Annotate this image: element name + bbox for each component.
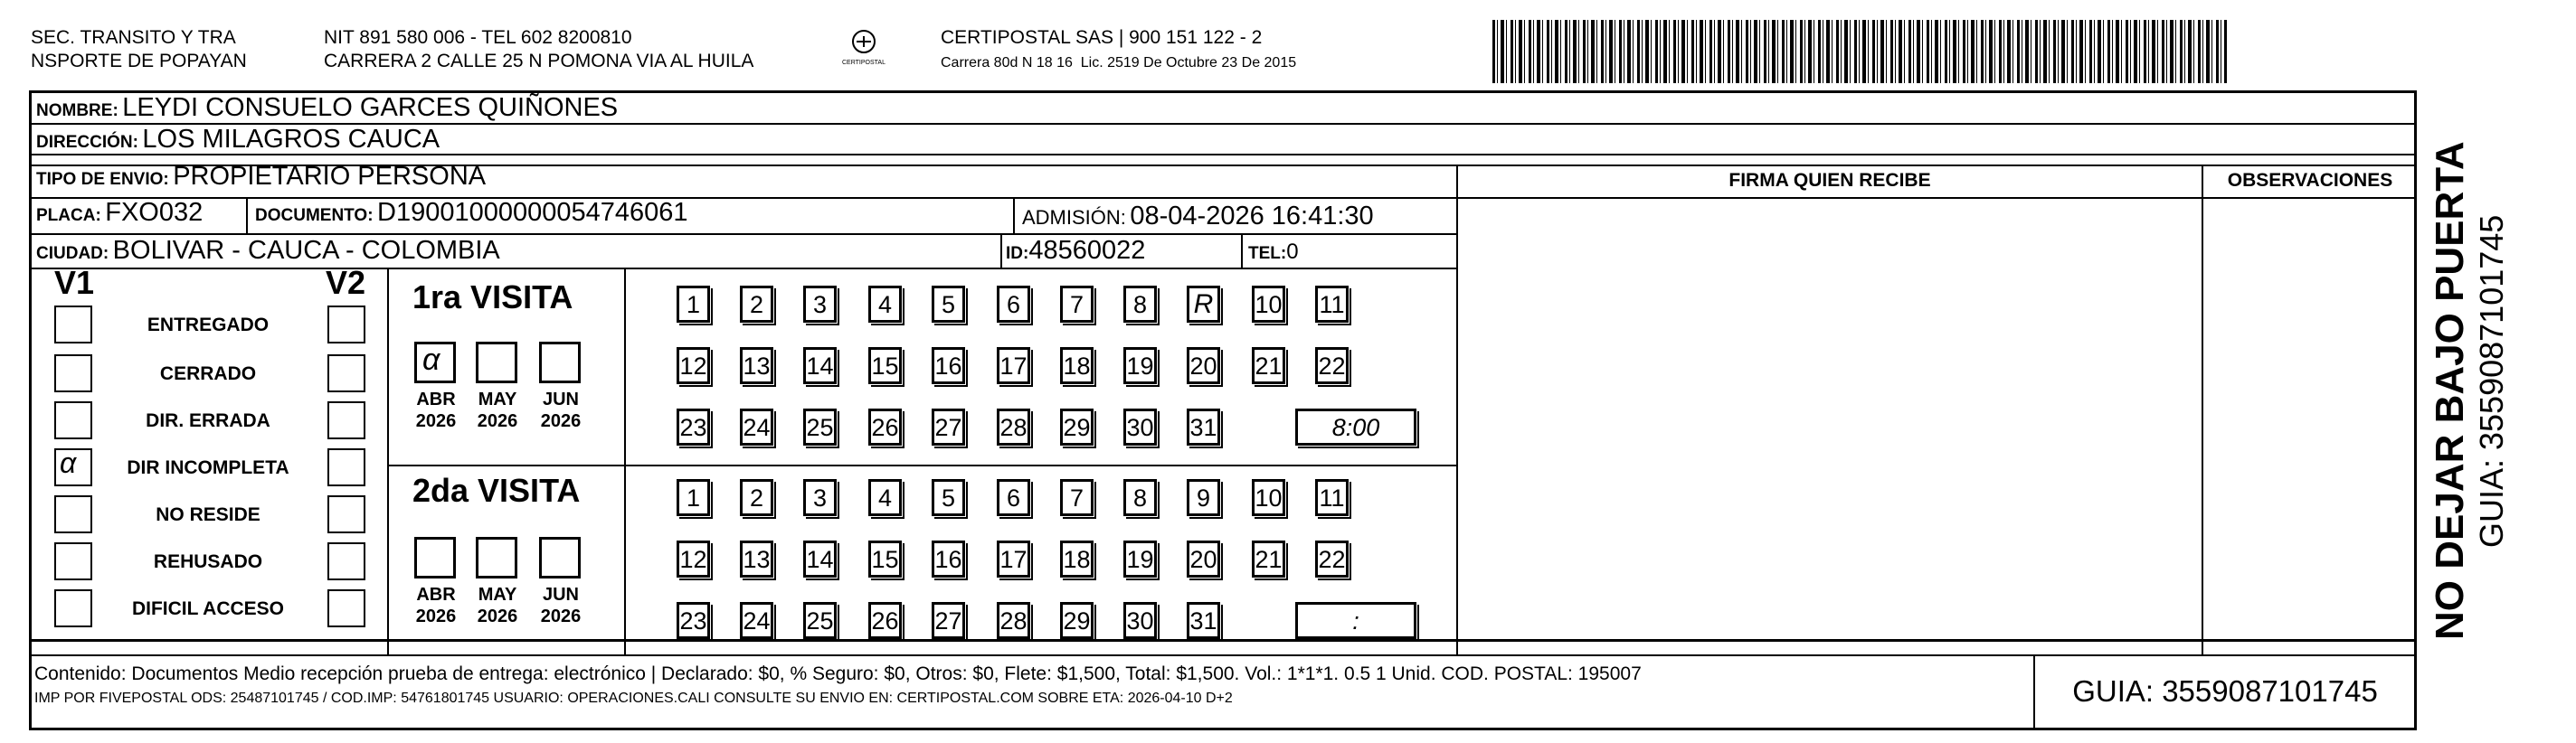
day-box[interactable]: 19 — [1123, 541, 1157, 578]
day-box[interactable]: 21 — [1252, 347, 1285, 384]
month-label: ABR — [416, 390, 456, 409]
day-box[interactable]: 11 — [1315, 286, 1349, 323]
month-label: JUN — [542, 390, 579, 409]
handwritten-mark: R — [1193, 289, 1214, 319]
day-box[interactable]: 27 — [932, 409, 965, 446]
v2-checkbox[interactable] — [327, 448, 365, 486]
day-box[interactable]: 6 — [997, 286, 1030, 323]
day-box[interactable]: 29 — [1060, 409, 1094, 446]
day-box[interactable]: 4 — [868, 286, 902, 323]
placa-value: FXO032 — [105, 198, 204, 227]
day-box[interactable]: 27 — [932, 602, 965, 639]
v2-checkbox[interactable] — [327, 306, 365, 343]
time-box[interactable]: : — [1295, 602, 1416, 639]
day-box[interactable]: 18 — [1060, 347, 1094, 384]
day-box[interactable]: 29 — [1060, 602, 1094, 639]
status-dir-incompleta: DIR INCOMPLETA — [127, 457, 289, 478]
day-box[interactable]: 6 — [997, 479, 1030, 516]
day-box[interactable]: 26 — [868, 602, 902, 639]
side-guia: GUIA: 3559087101745 — [2473, 214, 2510, 548]
day-box[interactable]: 14 — [803, 541, 837, 578]
certipostal-logo — [832, 27, 895, 67]
barcode — [1492, 20, 2227, 83]
day-box[interactable]: 13 — [740, 541, 773, 578]
v1-checkbox[interactable] — [54, 495, 92, 533]
v1-checkbox[interactable] — [54, 306, 92, 343]
month-label: MAY — [478, 585, 517, 605]
sender-line-2: NSPORTE DE POPAYAN — [31, 51, 247, 71]
day-box[interactable]: 25 — [803, 602, 837, 639]
time-box[interactable]: 8:00 — [1295, 409, 1416, 446]
admision-field: ADMISIÓN: 08-04-2026 16:41:30 — [1022, 202, 1374, 230]
day-box[interactable]: 15 — [868, 541, 902, 578]
v1-checkbox[interactable] — [54, 401, 92, 439]
v2-checkbox[interactable] — [327, 354, 365, 392]
day-box[interactable]: 12 — [677, 347, 710, 384]
day-box[interactable]: 1 — [677, 286, 710, 323]
day-box[interactable]: 5 — [932, 286, 965, 323]
footer-line-1: Contenido: Documentos Medio recepción prueba de entrega: electrónico | Declarado: $0, % Seguro: $0, Otros: $0, Flete: $1,500, Total: $1,500. Vol.: 1*1*1. 0.5 1 Unid. COD. POSTAL: 195007 — [34, 663, 1642, 684]
day-box[interactable] — [1187, 286, 1220, 323]
month-checkbox[interactable] — [539, 342, 581, 383]
v1-checkbox[interactable] — [54, 448, 92, 486]
sender-line-1: SEC. TRANSITO Y TRA — [31, 27, 236, 48]
day-box[interactable]: 5 — [932, 479, 965, 516]
nombre-value: LEYDI CONSUELO GARCES QUIÑONES — [122, 93, 619, 122]
ciudad-field: CIUDAD: BOLIVAR - CAUCA - COLOMBIA — [36, 236, 500, 265]
id-value: 48560022 — [1028, 236, 1146, 265]
day-box[interactable]: 10 — [1252, 479, 1285, 516]
v2-checkbox[interactable] — [327, 542, 365, 580]
day-box[interactable]: 23 — [677, 409, 710, 446]
day-box[interactable]: 17 — [997, 347, 1030, 384]
year-label: 2026 — [477, 411, 518, 431]
license-line: Carrera 80d N 18 16 Lic. 2519 De Octubre 23 De 2015 — [941, 55, 1297, 71]
day-box[interactable]: 4 — [868, 479, 902, 516]
day-box[interactable]: 25 — [803, 409, 837, 446]
company-line: CERTIPOSTAL SAS | 900 151 122 - 2 — [941, 27, 1263, 48]
v2-checkbox[interactable] — [327, 495, 365, 533]
visit1-title: 1ra VISITA — [412, 278, 573, 315]
year-label: 2026 — [477, 607, 518, 626]
v1-checkbox[interactable] — [54, 542, 92, 580]
v2-checkbox[interactable] — [327, 589, 365, 627]
day-box[interactable]: 19 — [1123, 347, 1157, 384]
day-box[interactable]: 9 — [1187, 479, 1220, 516]
day-box[interactable]: 26 — [868, 409, 902, 446]
tel-value: 0 — [1286, 240, 1299, 264]
observaciones-header: OBSERVACIONES — [2227, 170, 2393, 191]
v1-checkbox[interactable] — [54, 354, 92, 392]
day-box[interactable]: 31 — [1187, 602, 1220, 639]
day-box[interactable]: 31 — [1187, 409, 1220, 446]
handwritten-mark: α — [422, 343, 440, 377]
day-box[interactable]: 20 — [1187, 347, 1220, 384]
day-box[interactable]: 3 — [803, 479, 837, 516]
status-rehusado: REHUSADO — [153, 551, 263, 572]
month-checkbox[interactable] — [539, 537, 581, 578]
day-box[interactable]: 1 — [677, 479, 710, 516]
v1-label: V1 — [54, 264, 95, 301]
footer-guia: GUIA: 3559087101745 — [2072, 674, 2378, 708]
tipo-envio-field: TIPO DE ENVIO: PROPIETARIO PERSONA — [36, 162, 487, 191]
year-label: 2026 — [540, 411, 582, 431]
day-box[interactable]: 21 — [1252, 541, 1285, 578]
ciudad-value: BOLIVAR - CAUCA - COLOMBIA — [112, 236, 500, 265]
id-field: ID:48560022 — [1006, 236, 1146, 265]
month-label: ABR — [416, 585, 456, 605]
day-box[interactable]: 23 — [677, 602, 710, 639]
year-label: 2026 — [415, 607, 457, 626]
year-label: 2026 — [540, 607, 582, 626]
placa-field: PLACA: FXO032 — [36, 198, 204, 227]
v1-checkbox[interactable] — [54, 589, 92, 627]
day-box[interactable]: 16 — [932, 541, 965, 578]
day-box[interactable]: 28 — [997, 602, 1030, 639]
direccion-field: DIRECCIÓN: LOS MILAGROS CAUCA — [36, 125, 440, 154]
nit-line: NIT 891 580 006 - TEL 602 8200810 — [324, 27, 632, 48]
nombre-field: NOMBRE: LEYDI CONSUELO GARCES QUIÑONES — [36, 93, 619, 122]
day-box[interactable]: 8 — [1123, 479, 1157, 516]
documento-value: D19001000000054746061 — [377, 198, 688, 227]
status-dificil-acceso: DIFICIL ACCESO — [131, 598, 284, 619]
day-box[interactable]: 7 — [1060, 286, 1094, 323]
day-box[interactable]: 17 — [997, 541, 1030, 578]
v2-label: V2 — [326, 264, 366, 301]
month-label: JUN — [542, 585, 579, 605]
month-checkbox[interactable] — [414, 537, 456, 578]
day-box[interactable]: 28 — [997, 409, 1030, 446]
day-box[interactable]: 14 — [803, 347, 837, 384]
day-box[interactable]: 12 — [677, 541, 710, 578]
day-box[interactable]: 22 — [1315, 541, 1349, 578]
direccion-value: LOS MILAGROS CAUCA — [142, 125, 440, 154]
day-box[interactable]: 30 — [1123, 409, 1157, 446]
admision-value: 08-04-2026 16:41:30 — [1130, 202, 1374, 230]
day-box[interactable]: 16 — [932, 347, 965, 384]
no-dejar-bajo-puerta: NO DEJAR BAJO PUERTA — [2428, 141, 2472, 640]
documento-field: DOCUMENTO: D19001000000054746061 — [255, 198, 688, 227]
status-entregado: ENTREGADO — [147, 315, 270, 335]
day-box[interactable]: 13 — [740, 347, 773, 384]
day-box[interactable]: 18 — [1060, 541, 1094, 578]
day-box[interactable]: 22 — [1315, 347, 1349, 384]
day-box[interactable]: 11 — [1315, 479, 1349, 516]
day-box[interactable]: 20 — [1187, 541, 1220, 578]
day-box[interactable]: 8 — [1123, 286, 1157, 323]
month-checkbox[interactable] — [476, 342, 517, 383]
status-dir-errada: DIR. ERRADA — [146, 410, 270, 431]
month-checkbox[interactable] — [476, 537, 517, 578]
month-label: MAY — [478, 390, 517, 409]
logo-text: CERTIPOSTAL — [842, 60, 886, 66]
day-box[interactable]: 30 — [1123, 602, 1157, 639]
day-box[interactable]: 2 — [740, 479, 773, 516]
day-box[interactable]: 2 — [740, 286, 773, 323]
status-cerrado: CERRADO — [159, 363, 257, 384]
day-box[interactable]: 24 — [740, 602, 773, 639]
day-box[interactable]: 24 — [740, 409, 773, 446]
firma-header: FIRMA QUIEN RECIBE — [1728, 170, 1931, 191]
v2-checkbox[interactable] — [327, 401, 365, 439]
footer-line-2: IMP POR FIVEPOSTAL ODS: 25487101745 / COD.IMP: 54761801745 USUARIO: OPERACIONES.CALI CONSULTE SU ENVIO EN: CERTIPOSTAL.COM SOBRE ETA: 2026-04-10 D+2 — [34, 691, 1233, 706]
address-line: CARRERA 2 CALLE 25 N POMONA VIA AL HUILA — [324, 51, 754, 71]
status-no-reside: NO RESIDE — [156, 504, 260, 525]
day-box[interactable]: 10 — [1252, 286, 1285, 323]
month-checkbox[interactable] — [414, 342, 456, 383]
day-box[interactable]: 15 — [868, 347, 902, 384]
day-box[interactable]: 7 — [1060, 479, 1094, 516]
day-box[interactable]: 3 — [803, 286, 837, 323]
tel-field: TEL:0 — [1248, 240, 1299, 264]
handwritten-mark: α — [60, 447, 77, 479]
visit2-title: 2da VISITA — [412, 472, 581, 509]
tipo-envio-value: PROPIETARIO PERSONA — [173, 162, 487, 191]
year-label: 2026 — [415, 411, 457, 431]
